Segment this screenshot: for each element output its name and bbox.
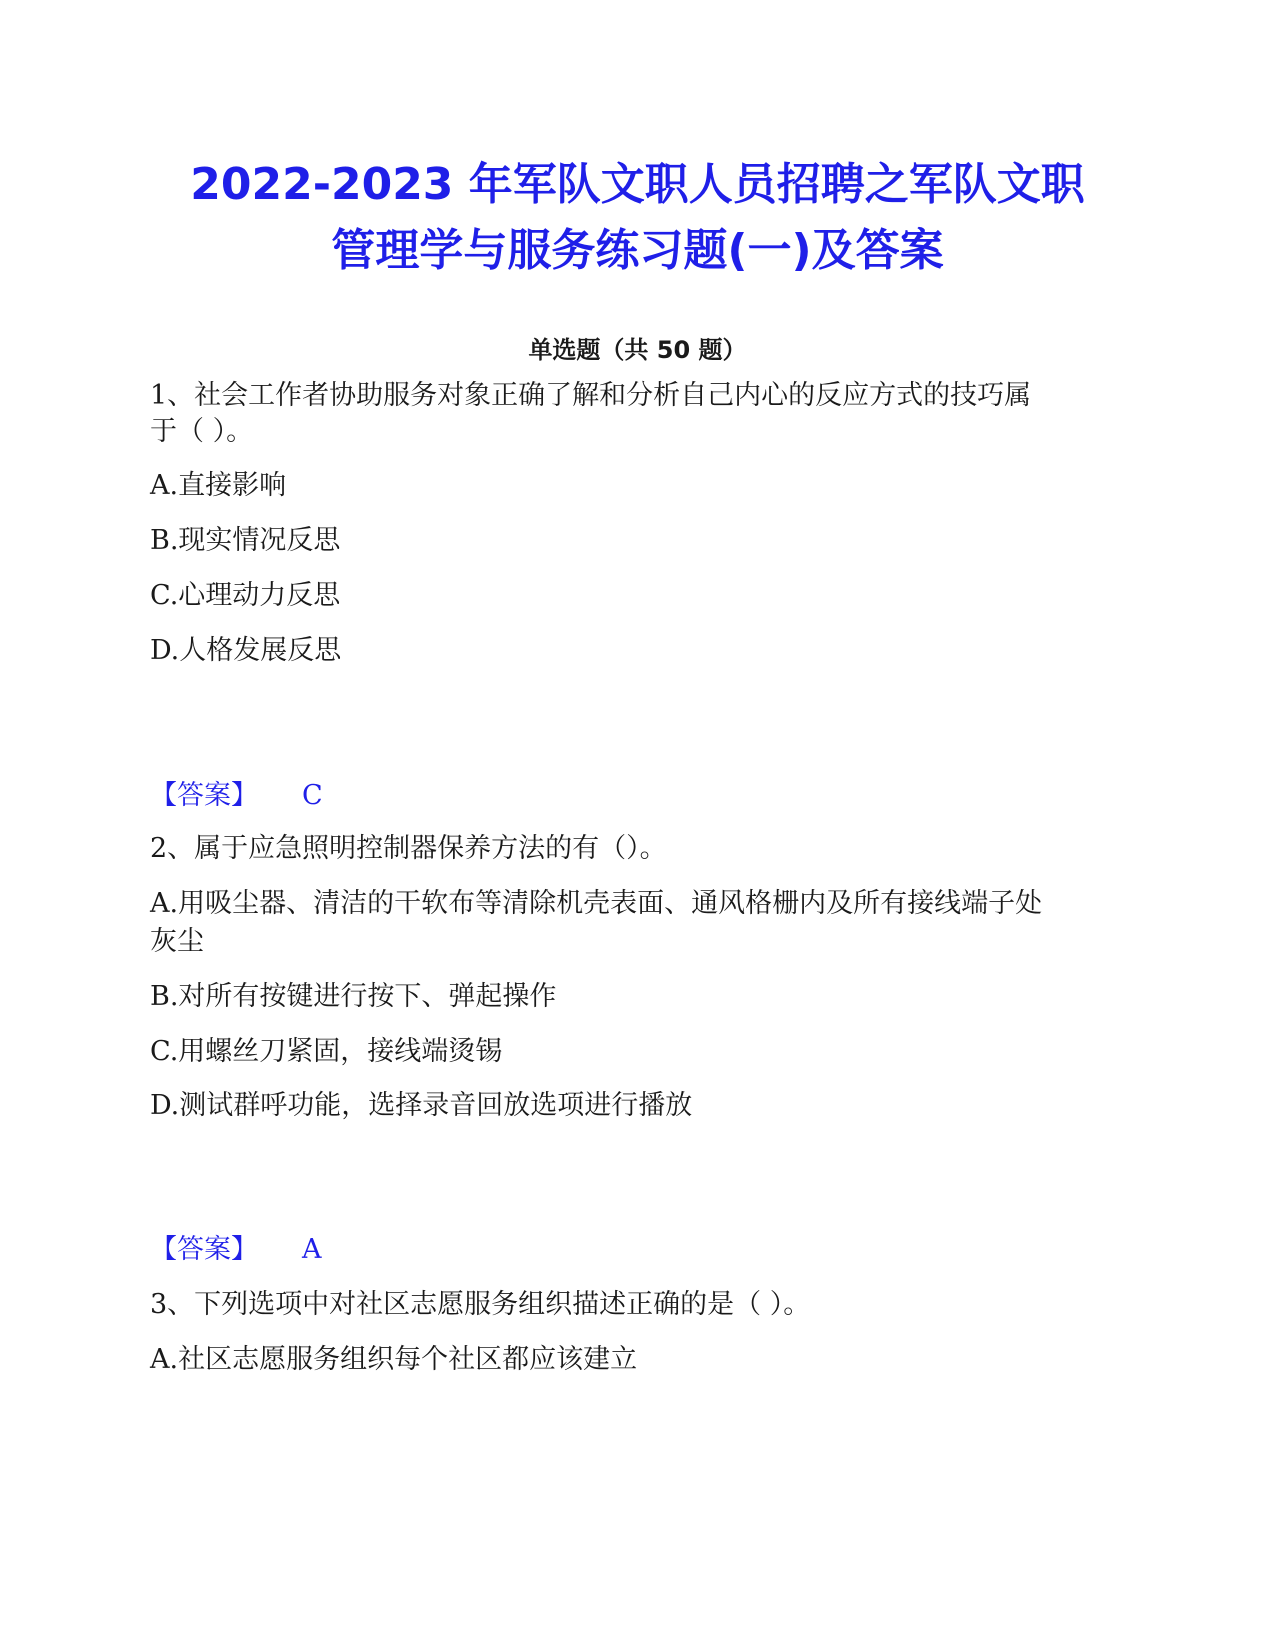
question-2-option-c: C.用螺丝刀紧固，接线端烫锡 (150, 1036, 503, 1067)
question-2-option-b: B.对所有按键进行按下、弹起操作 (150, 981, 557, 1012)
question-2-stem: 2、属于应急照明控制器保养方法的有（）。 (150, 833, 667, 864)
question-1-option-c: C.心理动力反思 (150, 580, 341, 611)
question-2-option-d: D.测试群呼功能，选择录音回放选项进行播放 (150, 1090, 693, 1121)
title-line-2: 管理学与服务练习题(一)及答案 (331, 225, 944, 276)
question-1-stem-line-2: 于（ ）。 (150, 416, 254, 447)
section-heading: 单选题（共 50 题） (528, 336, 747, 364)
question-1-option-d: D.人格发展反思 (150, 635, 342, 666)
answer-label: 【答案】 (150, 1234, 258, 1265)
answer-value: A (302, 1234, 322, 1265)
answer-value: C (302, 780, 323, 811)
question-3-stem: 3、下列选项中对社区志愿服务组织描述正确的是（ ）。 (150, 1289, 811, 1320)
question-1-answer (150, 776, 323, 816)
answer-label: 【答案】 (150, 780, 258, 811)
question-1-option-b: B.现实情况反思 (150, 525, 341, 556)
question-1-stem-line-1: 1、社会工作者协助服务对象正确了解和分析自己内心的反应方式的技巧属 (150, 380, 1032, 411)
question-2-answer (150, 1230, 322, 1270)
title-line-1: 2022-2023 年军队文职人员招聘之军队文职 (190, 159, 1085, 210)
question-2-option-a-line-2: 灰尘 (150, 926, 204, 957)
document-title (100, 152, 1175, 284)
question-3-option-a: A.社区志愿服务组织每个社区都应该建立 (150, 1344, 638, 1375)
question-2-option-a-line-1: A.用吸尘器、清洁的干软布等清除机壳表面、通风格栅内及所有接线端子处 (150, 888, 1043, 919)
question-1-option-a: A.直接影响 (150, 470, 287, 501)
